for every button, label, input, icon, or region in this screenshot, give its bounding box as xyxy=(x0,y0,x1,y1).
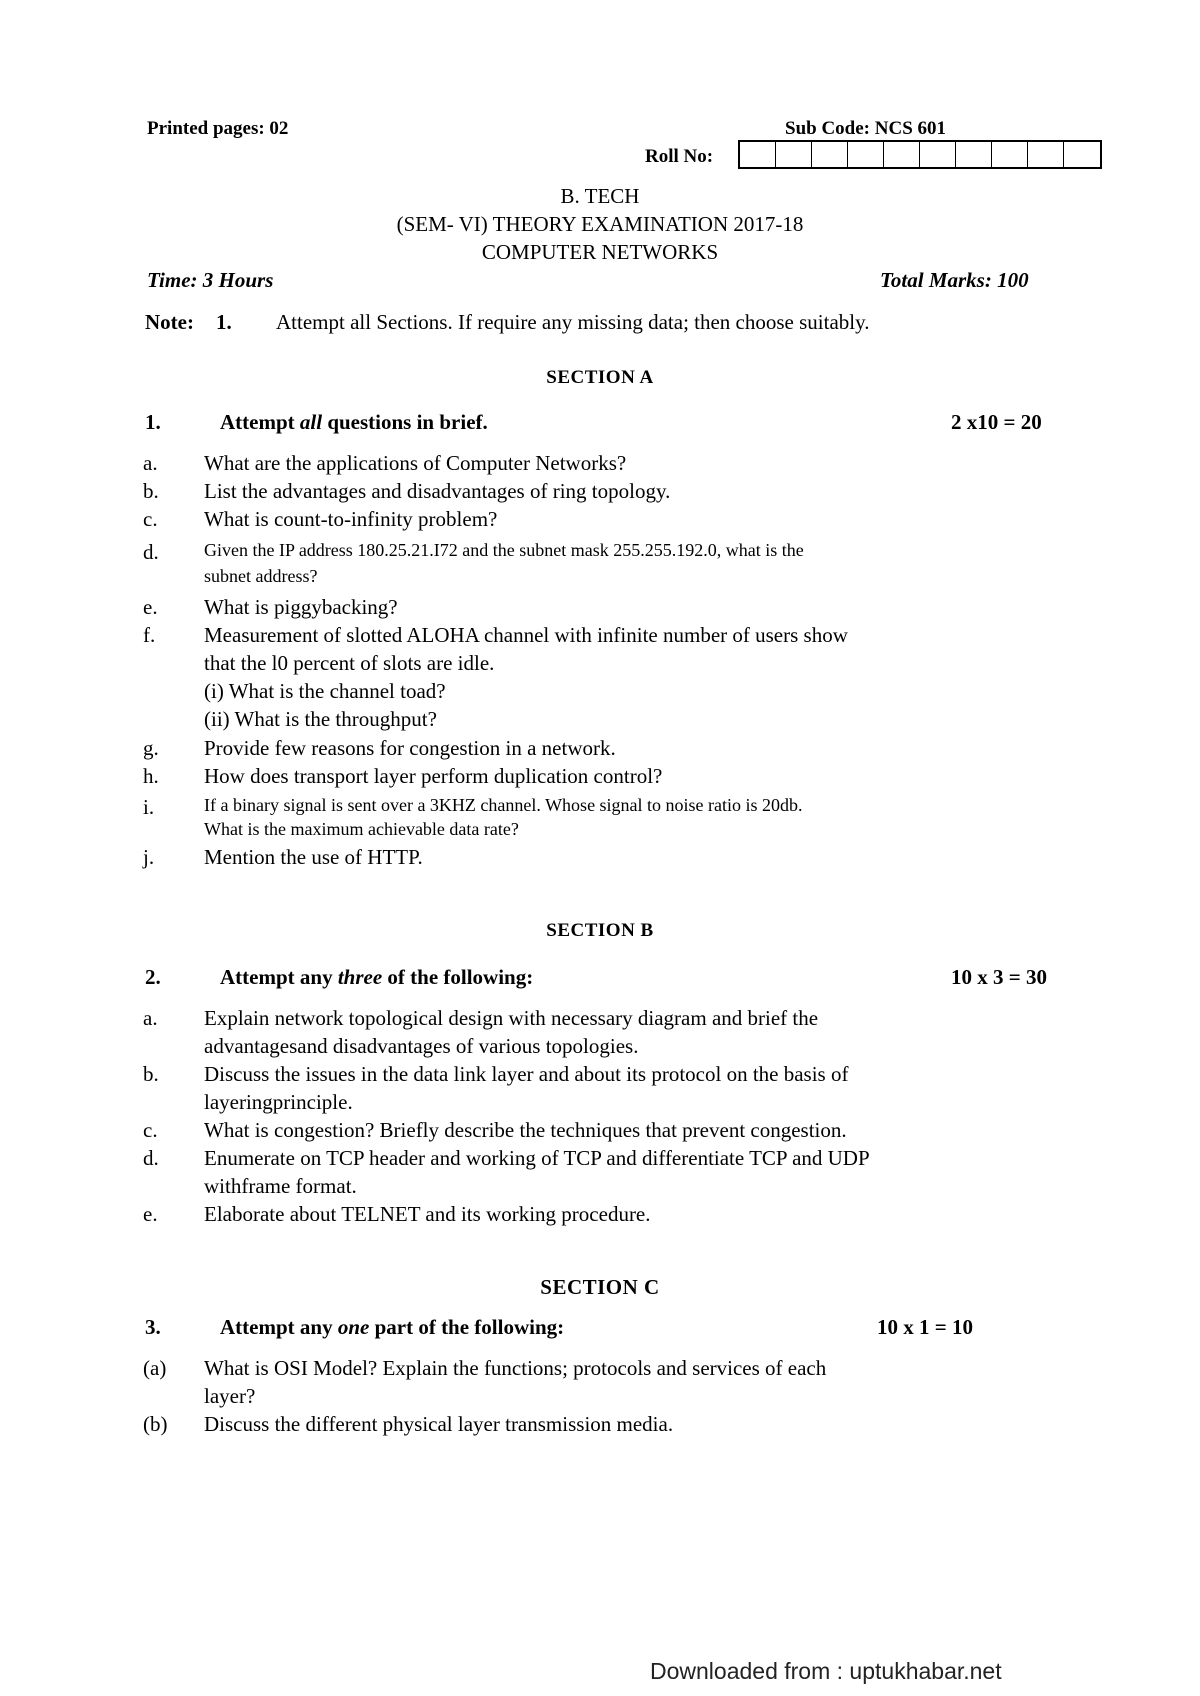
roll-no-digit-box[interactable] xyxy=(812,142,848,167)
question-text: Provide few reasons for congestion in a network. xyxy=(204,736,616,760)
question-label: i. xyxy=(143,795,155,819)
question-text: What is count-to-infinity problem? xyxy=(204,507,498,531)
question-text: What is OSI Model? Explain the functions; protocols and services of each xyxy=(204,1356,827,1380)
section-b-title: SECTION B xyxy=(546,920,654,941)
question-label: c. xyxy=(143,507,158,531)
question-text: What are the applications of Computer Networks? xyxy=(204,451,627,475)
roll-no-label: Roll No: xyxy=(645,146,714,167)
exam-time: Time: 3 Hours xyxy=(147,268,274,292)
exam-title: (SEM- VI) THEORY EXAMINATION 2017-18 xyxy=(396,212,804,236)
section-c-title: SECTION C xyxy=(540,1275,660,1299)
section-a-question-number: 1. xyxy=(145,410,161,434)
section-b-marks: 10 x 3 = 30 xyxy=(951,965,1047,989)
section-a-instruction: Attempt all questions in brief. xyxy=(220,410,488,434)
subject-title: COMPUTER NETWORKS xyxy=(481,240,719,264)
question-label: c. xyxy=(143,1118,158,1142)
question-text-continued: layer? xyxy=(204,1384,256,1408)
note-number: 1. xyxy=(216,310,232,334)
question-text-continued: that the l0 percent of slots are idle. xyxy=(204,651,495,675)
question-text: What is congestion? Briefly describe the techniques that prevent congestion. xyxy=(204,1118,847,1142)
roll-no-digit-box[interactable] xyxy=(920,142,956,167)
question-text: If a binary signal is sent over a 3KHZ channel. Whose signal to noise ratio is 20db. xyxy=(204,795,803,815)
section-c-instruction: Attempt any one part of the following: xyxy=(220,1315,565,1339)
question-subpart: (i) What is the channel toad? xyxy=(204,679,446,703)
question-text: List the advantages and disadvantages of ring topology. xyxy=(204,479,671,503)
question-text: Mention the use of HTTP. xyxy=(204,845,423,869)
question-label: j. xyxy=(143,845,155,869)
question-text: How does transport layer perform duplication control? xyxy=(204,764,663,788)
note-text: Attempt all Sections. If require any missing data; then choose suitably. xyxy=(276,310,870,334)
roll-no-digit-box[interactable] xyxy=(956,142,992,167)
section-b-instruction: Attempt any three of the following: xyxy=(220,965,534,989)
question-label: f. xyxy=(143,623,156,647)
question-text: Given the IP address 180.25.21.I72 and the subnet mask 255.255.192.0, what is the xyxy=(204,540,804,560)
download-source-footer: Downloaded from : uptukhabar.net xyxy=(650,1658,1002,1684)
question-label: b. xyxy=(143,1062,159,1086)
question-text: Elaborate about TELNET and its working procedure. xyxy=(204,1202,651,1226)
question-label: d. xyxy=(143,540,159,564)
question-subpart: (ii) What is the throughput? xyxy=(204,707,437,731)
question-label: h. xyxy=(143,764,159,788)
question-label: e. xyxy=(143,595,158,619)
question-text: What is piggybacking? xyxy=(204,595,398,619)
total-marks: Total Marks: 100 xyxy=(880,268,1029,292)
roll-no-digit-box[interactable] xyxy=(1064,142,1100,167)
question-label: (b) xyxy=(143,1412,168,1436)
question-text: Measurement of slotted ALOHA channel with infinite number of users show xyxy=(204,623,848,647)
question-label: (a) xyxy=(143,1356,167,1380)
roll-no-digit-box[interactable] xyxy=(992,142,1028,167)
roll-no-digit-box[interactable] xyxy=(848,142,884,167)
section-a-title: SECTION A xyxy=(546,367,654,388)
roll-no-digit-box[interactable] xyxy=(740,142,776,167)
section-c-marks: 10 x 1 = 10 xyxy=(877,1315,973,1339)
question-label: e. xyxy=(143,1202,158,1226)
roll-no-digit-box[interactable] xyxy=(884,142,920,167)
question-text-continued: What is the maximum achievable data rate? xyxy=(204,819,519,839)
section-c-question-number: 3. xyxy=(145,1315,161,1339)
question-text: Enumerate on TCP header and working of TCP and differentiate TCP and UDP xyxy=(204,1146,870,1170)
section-b-question-number: 2. xyxy=(145,965,161,989)
question-label: g. xyxy=(143,736,159,760)
section-a-marks: 2 x10 = 20 xyxy=(951,410,1042,434)
degree-title: B. TECH xyxy=(560,184,640,208)
question-text-continued: subnet address? xyxy=(204,566,318,586)
roll-no-digit-box[interactable] xyxy=(776,142,812,167)
question-text-continued: withframe format. xyxy=(204,1174,357,1198)
question-label: d. xyxy=(143,1146,159,1170)
question-text: Discuss the issues in the data link layer and about its protocol on the basis of xyxy=(204,1062,849,1086)
roll-no-boxes[interactable] xyxy=(738,140,1102,169)
note-label: Note: xyxy=(145,310,194,334)
question-text: Discuss the different physical layer transmission media. xyxy=(204,1412,674,1436)
question-text-continued: advantagesand disadvantages of various topologies. xyxy=(204,1034,639,1058)
question-text: Explain network topological design with necessary diagram and brief the xyxy=(204,1006,819,1030)
question-label: b. xyxy=(143,479,159,503)
question-label: a. xyxy=(143,451,158,475)
printed-pages: Printed pages: 02 xyxy=(147,118,289,139)
roll-no-digit-box[interactable] xyxy=(1028,142,1064,167)
question-label: a. xyxy=(143,1006,158,1030)
question-text-continued: layeringprinciple. xyxy=(204,1090,353,1114)
subject-code: Sub Code: NCS 601 xyxy=(785,118,947,139)
